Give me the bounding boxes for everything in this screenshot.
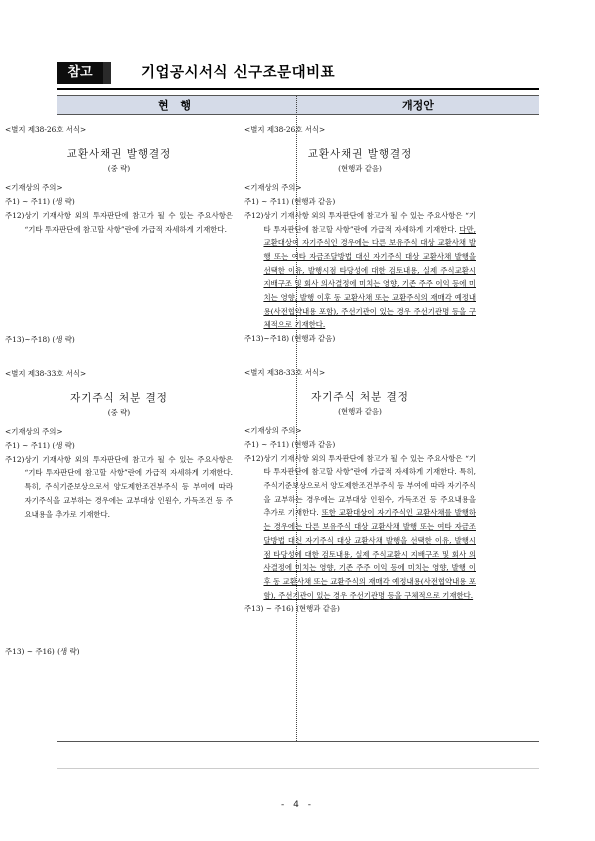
note-12 [5, 209, 233, 236]
note-12 [244, 209, 476, 332]
same-as-current-note: (현행과 같음) [338, 163, 382, 173]
note-text-existing: 상기 기재사항 외의 투자판단에 참고가 될 수 있는 주요사항은 “기타 투자판단에 참고할 사항”란에 가급적 자세하게 기재한다. 특히, 주식기준보상으로서 양도제한조건부주식 등 부여에 따라 자기주식을 교부하는 경우에는 교부대상 인원수, 가득조건 등 주요내용을 추가로 기재한다. [263, 453, 476, 518]
notes-heading: <기재상의 주의> [5, 183, 63, 193]
note-12 [244, 452, 476, 603]
amended-text: 다만, 교환대상이 자기주식인 경우에는 다른 보유주식 대상 교환사채 발행 또는 여타 자금조달방법 대신 자기주식 대상 교환사채 발행을 선택한 이유, 발행시점 타당성에 대한 검토내용, 실제 주식교환시 지배구조 및 회사 의사결정에 미치는 영향, 기존 주주 이익 등에 미치는 영향, 발행 이후 동 교환사채 또는 교환주식의 재매각 예정내용(사전협약내용 포함), 주선기관이 있는 경우 주선기관명 등을 구체적으로 기재한다. [263, 224, 476, 330]
form-reference: <별지 제38-26호 서식> [5, 125, 87, 134]
same-as-current-note: (현행과 같음) [338, 406, 382, 416]
note-range: 주1) ~ 주11) (생 략) [5, 441, 75, 451]
note-label: 주12) [244, 453, 264, 463]
omission-note: (중 략) [107, 407, 131, 417]
reference-badge: 참고 [57, 62, 103, 84]
omission-note: (중 략) [107, 163, 131, 173]
page-number: - 4 - [281, 800, 314, 810]
form-title: 자기주식 처분 결정 [311, 390, 409, 403]
note-range: 주13) ~ 주16) (생 략) [5, 647, 80, 657]
title-divider [57, 88, 539, 90]
notes-heading: <기재상의 주의> [244, 426, 302, 436]
form-title: 교환사채권 발행결정 [307, 147, 413, 160]
note-text-existing: 상기 기재사항 외의 투자판단에 참고가 될 수 있는 주요사항은 “기타 투자판단에 참고할 사항”란에 가급적 자세하게 기재한다. [263, 210, 476, 234]
note-label: 주12) [5, 210, 25, 220]
note-text: 상기 기재사항 외의 투자판단에 참고가 될 수 있는 주요사항은 “기타 투자판단에 참고할 사항”란에 가급적 자세하게 기재한다. [24, 210, 233, 234]
note-range: 주1) ~ 주11) (현행과 같음) [244, 197, 336, 207]
document-header [57, 62, 539, 86]
form-title: 자기주식 처분 결정 [70, 391, 168, 404]
note-text [263, 452, 476, 603]
form-title: 교환사채권 발행결정 [66, 147, 172, 160]
note-label: 주12) [5, 454, 25, 464]
document-title: 기업공시서식 신구조문대비표 [141, 65, 336, 81]
footer-divider [57, 768, 539, 769]
note-range: 주1) ~ 주11) (생 략) [5, 197, 75, 207]
column-header-current: 현 행 [157, 99, 196, 112]
amended-text: 또한 교환대상이 자기주식인 교환사채를 발행하는 경우에는 다른 보유주식 대상 교환사채 발행 또는 여타 자금조달방법 대신 자기주식 대상 교환사채 발행을 선택한 이유, 발행시점 타당성에 대한 검토내용, 실제 주식교환시 지배구조 및 회사 의사결정에 미치는 영향, 기존 주주 이익 등에 미치는 영향, 발행 이후 동 교환사채 또는 교환주식의 재매각 예정내용(사전협약내용 포함), 주선기관이 있는 경우 주선기관명 등을 구체적으로 기재한다. [263, 508, 476, 600]
note-range: 주13)~주18) (현행과 같음) [244, 334, 336, 344]
table-header [57, 96, 539, 115]
current-column [5, 123, 233, 659]
note-range: 주1) ~ 주11) (현행과 같음) [244, 439, 336, 449]
column-header-revised: 개정안 [402, 99, 434, 112]
note-text [263, 209, 476, 332]
revised-column [244, 123, 476, 616]
form-reference: <별지 제38-33호 서식> [244, 367, 326, 377]
note-range: 주13)~주18) (생 략) [5, 335, 75, 345]
note-12 [5, 453, 233, 522]
badge-decoration [103, 62, 111, 84]
form-reference: <별지 제38-33호 서식> [5, 368, 87, 378]
note-text: 상기 기재사항 외의 투자판단에 참고가 될 수 있는 주요사항은 “기타 투자판단에 참고할 사항”란에 가급적 자세하게 기재한다. 특히, 주식기준보상으로서 양도제한조건부주식 등 부여에 따라 자기주식을 교부하는 경우에는 교부대상 인원수, 가득조건 등 주요내용을 추가로 기재한다. [24, 454, 233, 519]
notes-heading: <기재상의 주의> [244, 183, 302, 193]
note-range: 주13) ~ 주16) (현행과 같음) [244, 604, 340, 614]
notes-heading: <기재상의 주의> [5, 427, 63, 437]
note-label: 주12) [244, 210, 264, 220]
form-reference: <별지 제38-26호 서식> [244, 125, 326, 134]
